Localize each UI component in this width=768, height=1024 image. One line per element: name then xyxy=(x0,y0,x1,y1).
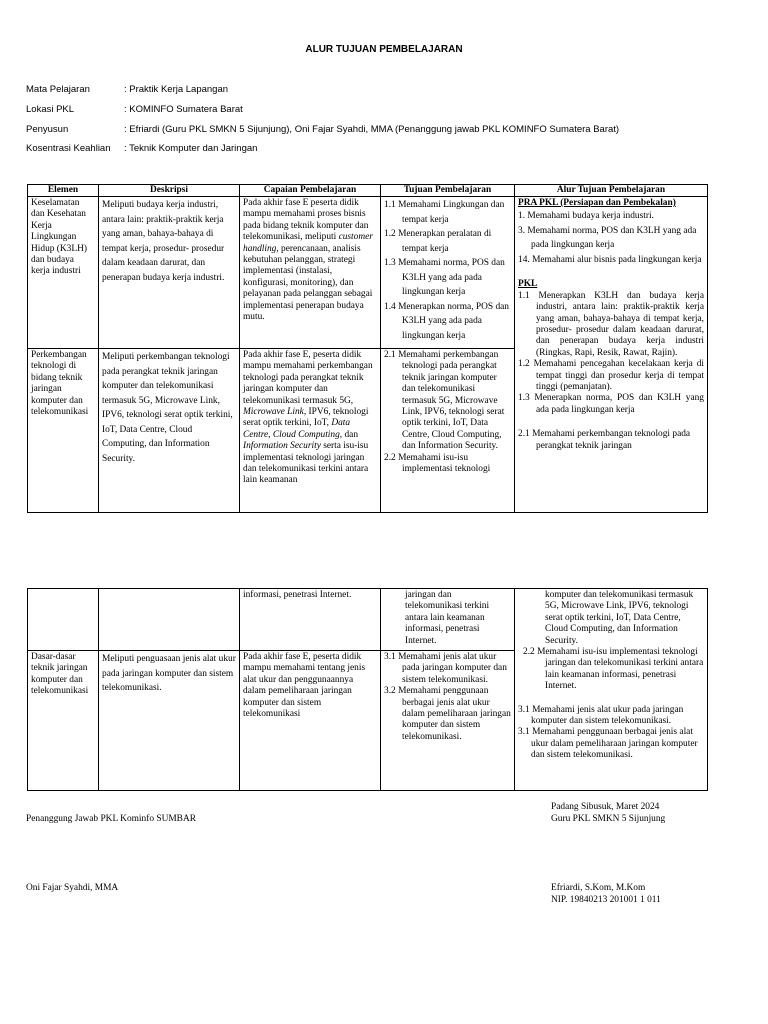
cell-elemen xyxy=(28,589,99,651)
cell-alur xyxy=(515,197,708,513)
meta-row-location xyxy=(26,104,243,115)
meta-label: Lokasi PKL xyxy=(26,104,75,115)
signer-left-role: Penanggung Jawab PKL Kominfo SUMBAR xyxy=(26,814,196,824)
meta-value: : Teknik Komputer dan Jaringan xyxy=(124,143,258,154)
meta-row-subject xyxy=(26,84,228,95)
header-capaian: Capaian Pembelajaran xyxy=(240,185,381,197)
list-item: 2.1 Memahami perkembangan teknologi pada perangkat teknik jaringan komputer dan telekomunikasi termasuk 5G, Microwave Link, IPV6, teknologi serat optik terkini, IoT, Data Centre, Cloud Computing, dan Information Security. xyxy=(384,350,505,452)
learning-flow-table-continued xyxy=(27,588,708,791)
list-item: 3.1 Memahami penggunaan berbagai jenis alat ukur dalam pemeliharaan jaringan komputer dan sistem telekomunikasi. xyxy=(518,727,698,761)
cell-tujuan xyxy=(381,197,515,349)
signer-right-nip: NIP. 19840213 201001 1 011 xyxy=(551,895,661,905)
table-row xyxy=(28,197,708,349)
list-item: 3. Memahami norma, POS dan K3LH yang ada pada lingkungan kerja xyxy=(518,225,697,251)
list-item: 14. Memahami alur bisnis pada lingkungan kerja xyxy=(518,254,702,265)
list-item: 1.2 Memahami pencegahan kecelakaan kerja di tempat tinggi dan prosedur kerja di tempat tinggi (pemanjatan). xyxy=(518,359,704,393)
list-item: 1.3 Memahami norma, POS dan K3LH yang ada pada lingkungan kerja xyxy=(384,258,505,297)
list-item: 1.1 Memahami Lingkungan dan tempat kerja xyxy=(384,200,505,225)
cell-deskripsi: Meliputi penguasaan jenis alat ukur pada jaringan komputer dan sistem telekomunikasi. xyxy=(99,651,240,791)
section-heading-pra-pkl: PRA PKL (Persiapan dan Pembekalan) xyxy=(518,198,676,208)
cell-deskripsi: Meliputi budaya kerja industri, antara lain: praktik-praktik kerja yang aman, bahaya-bahaya di tempat kerja, prosedur- prosedur dalam keadaan darurat, dan penerapan budaya kerja industri. xyxy=(99,197,240,349)
meta-row-concentration xyxy=(26,143,257,154)
signer-right-role: Guru PKL SMKN 5 Sijunjung xyxy=(551,814,666,824)
meta-label: Kosentrasi Keahlian xyxy=(26,143,111,154)
signer-left-name: Oni Fajar Syahdi, MMA xyxy=(26,883,119,893)
header-elemen: Elemen xyxy=(28,185,99,197)
meta-row-author xyxy=(26,124,619,135)
meta-value: : KOMINFO Sumatera Barat xyxy=(124,104,243,115)
section-heading-pkl: PKL xyxy=(518,279,538,290)
list-item: 1.4 Menerapkan norma, POS dan K3LH yang ada pada lingkungan kerja xyxy=(384,301,509,341)
meta-label: Penyusun xyxy=(26,124,69,135)
cell-elemen: Perkembangan teknologi di bidang teknik jaringan komputer dan telekomunikasi xyxy=(28,349,99,513)
cell-tujuan: jaringan dan telekomunikasi terkini antara lain keamanan informasi, penetrasi Internet. xyxy=(381,589,515,651)
list-item: komputer dan telekomunikasi termasuk 5G, Microwave Link, IPV6, teknologi serat optik terkini, IoT, Data Centre, Cloud Computing, dan Information Security. xyxy=(545,590,694,646)
list-item: 1.2 Menerapkan peralatan di tempat kerja xyxy=(384,229,492,254)
list-item: 1. Memahami budaya kerja industri. xyxy=(518,211,654,222)
learning-flow-table xyxy=(27,184,708,513)
place-date: Padang Sibusuk, Maret 2024 xyxy=(551,802,660,812)
meta-value: : Praktik Kerja Lapangan xyxy=(124,84,229,95)
cell-deskripsi xyxy=(99,589,240,651)
cell-capaian: Pada akhir fase E peserta didik mampu memahami proses bisnis pada bidang teknik komputer dan telekomunikasi, meliputi customer handling, perencanaan, analisis kebutuhan pelanggan, strategi implementasi (instalasi, konfigurasi, monitoring), dan pelayanan pada pelanggan sebagai implementasi penerapan budaya mutu. xyxy=(240,197,381,349)
signer-right-name: Efriardi, S.Kom, M.Kom xyxy=(551,883,646,893)
cell-capaian: Pada akhir fase E, peserta didik mampu memahami tentang jenis alat ukur dan penggunaannya dalam pemeliharaan jaringan komputer dan sistem telekomunikasi xyxy=(240,651,381,791)
page-title: ALUR TUJUAN PEMBELAJARAN xyxy=(305,44,463,55)
table-row xyxy=(28,589,708,651)
list-item: 2.1 Memahami perkembangan teknologi pada perangkat teknik jaringan xyxy=(518,429,691,451)
cell-alur xyxy=(515,589,708,791)
cell-capaian: Pada akhir fase E, peserta didik mampu memahami perkembangan teknologi pada perangkat teknik jaringan komputer dan telekomunikasi termasuk 5G, Microwave Link, IPV6, teknologi serat optik terkini, IoT, Data Centre, Cloud Computing, dan Information Security serta isu-isu implementasi teknologi jaringan dan telekomunikasi terkini antara lain keamanan xyxy=(240,349,381,513)
header-tujuan: Tujuan Pembelajaran xyxy=(381,185,515,197)
cell-elemen: Keselamatan dan Kesehatan Kerja Lingkungan Hidup (K3LH) dan budaya kerja industri xyxy=(28,197,99,349)
cell-tujuan xyxy=(381,651,515,791)
cell-capaian: informasi, penetrasi Internet. xyxy=(240,589,381,651)
cell-deskripsi: Meliputi perkembangan teknologi pada perangkat teknik jaringan komputer dan telekomunikasi termasuk 5G, Microwave Link, IPV6, teknologi serat optik terkini, IoT, Data Centre, Cloud Computing, dan Information Security. xyxy=(99,349,240,513)
meta-label: Mata Pelajaran xyxy=(26,84,90,95)
cell-tujuan xyxy=(381,349,515,513)
header-alur: Alur Tujuan Pembelajaran xyxy=(515,185,708,197)
list-item: 1.3 Menerapkan norma, POS dan K3LH yang ada pada lingkungan kerja xyxy=(518,393,704,415)
header-deskripsi: Deskripsi xyxy=(99,185,240,197)
list-item: 3.1 Memahami jenis alat ukur pada jaringan komputer dan sistem telekomunikasi. xyxy=(384,652,507,685)
table-header-row xyxy=(28,185,708,197)
list-item: 3.2 Memahami penggunaan berbagai jenis alat ukur dalam pemeliharaan jaringan komputer dan sistem telekomunikasi. xyxy=(384,686,511,742)
list-item: 2.2 Memahami isu-isu implementasi teknologi jaringan dan telekomunikasi terkini antara lain keamanan informasi, penetrasi Internet. xyxy=(523,647,704,692)
list-item: 3.1 Memahami jenis alat ukur pada jaringan komputer dan sistem telekomunikasi. xyxy=(518,704,684,727)
meta-value: : Efriardi (Guru PKL SMKN 5 Sijunjung), Oni Fajar Syahdi, MMA (Penanggung jawab PKL KOMINFO Sumatera Barat) xyxy=(124,124,620,135)
list-item: 2.2 Memahami isu-isu implementasi teknologi xyxy=(384,452,491,475)
cell-elemen: Dasar-dasar teknik jaringan komputer dan telekomunikasi xyxy=(28,651,99,791)
list-item: 1.1 Menerapkan K3LH dan budaya kerja industri, antara lain: praktik-praktik kerja yang aman, bahaya-bahaya di tempat kerja, prosedur- prosedur dalam keadaan darurat, dan penerapan budaya kerja industri (Ringkas, Rapi, Resik, Rawat, Rajin). xyxy=(518,290,704,358)
